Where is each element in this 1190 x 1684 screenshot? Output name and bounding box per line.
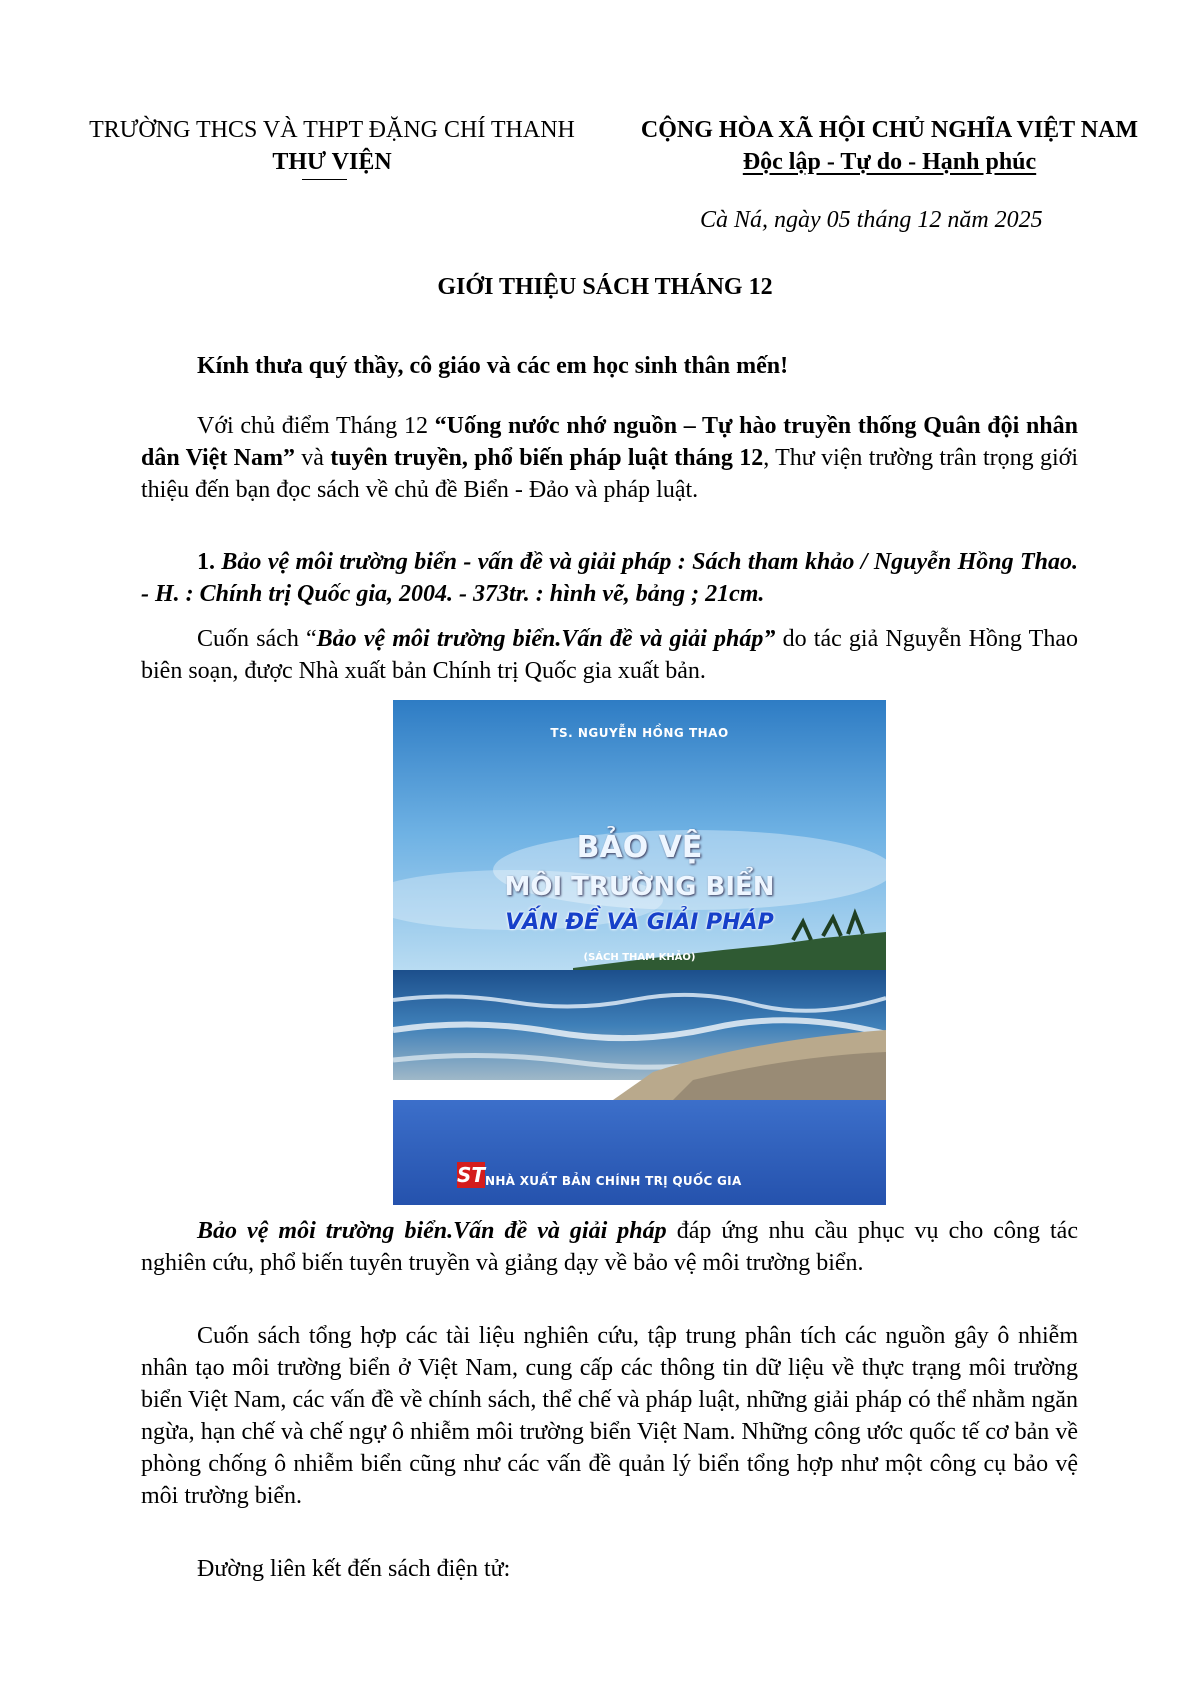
intro-theme: “Uống nước nhớ nguồn – Tự hào truyền thống Quân đội nhân dân Việt Nam” bbox=[141, 413, 1078, 471]
national-header bbox=[612, 114, 1167, 178]
ebook-link-label: Đường liên kết đến sách điện tử: bbox=[197, 1556, 511, 1582]
cover-title-line-1: BẢO VỆ bbox=[576, 830, 703, 865]
cover-note: (SÁCH THAM KHẢO) bbox=[583, 952, 696, 963]
intro-text-3: , Thư viện trường trân trọng giới thiệu đến bạn đọc sách về chủ đề Biển - Đảo và pháp luật. bbox=[141, 445, 1079, 503]
book-intro-title: Bảo vệ môi trường biển.Vấn đề và giải pháp” bbox=[316, 626, 776, 652]
country-name: CỘNG HÒA XÃ HỘI CHỦ NGHĨA VIỆT NAM bbox=[640, 117, 1139, 143]
book-description bbox=[141, 1215, 1078, 1279]
cover-publisher: NHÀ XUẤT BẢN CHÍNH TRỊ QUỐC GIA bbox=[485, 1174, 742, 1188]
library-name: THƯ VIỆN bbox=[272, 146, 391, 178]
intro-campaign: tuyên truyền, phổ biến pháp luật tháng 12 bbox=[330, 445, 764, 471]
cover-author: TS. NGUYỄN HỒNG THAO bbox=[550, 726, 729, 740]
greeting: Kính thưa quý thầy, cô giáo và các em học sinh thân mến! bbox=[197, 353, 789, 379]
cover-subtitle: VẤN ĐỀ VÀ GIẢI PHÁP bbox=[505, 910, 774, 935]
book-intro-text-1: Cuốn sách “ bbox=[197, 626, 317, 652]
book-description-text: đáp ứng nhu cầu phục vụ cho công tác nghiên cứu, phổ biến tuyên truyền và giảng dạy về bảo vệ môi trường biển. bbox=[141, 1218, 1078, 1276]
book-citation bbox=[141, 546, 1078, 610]
intro-paragraph bbox=[141, 410, 1078, 506]
cover-title-line-2: MÔI TRƯỜNG BIỂN bbox=[504, 872, 775, 902]
book-intro-paragraph bbox=[141, 623, 1078, 687]
document-title: GIỚI THIỆU SÁCH THÁNG 12 bbox=[437, 274, 773, 300]
book-citation-text: Bảo vệ môi trường biển - vấn đề và giải pháp : Sách tham khảo / Nguyễn Hồng Thao. - H. : Chính trị Quốc gia, 2004. - 373tr. : hình vẽ, bảng ; 21cm. bbox=[141, 549, 1078, 607]
date-line: Cà Ná, ngày 05 tháng 12 năm 2025 bbox=[700, 207, 1043, 233]
book-cover-image bbox=[393, 700, 886, 1205]
national-motto: Độc lập - Tự do - Hạnh phúc bbox=[742, 149, 1037, 175]
school-header bbox=[62, 114, 602, 178]
intro-text-2: và bbox=[294, 445, 331, 471]
book-summary: Cuốn sách tổng hợp các tài liệu nghiên cứu, tập trung phân tích các nguồn gây ô nhiễm nhân tạo môi trường biển ở Việt Nam, cung cấp các thông tin dữ liệu về thực trạng môi trường biển Việt Nam, các vấn đề về chính sách, thể chế và pháp luật, những giải pháp có thể nhằm ngăn ngừa, hạn chế và chế ngự ô nhiễm môi trường biển Việt Nam. Những công ước quốc tế cơ bản về phòng chống ô nhiễm biển cũng như các vấn đề quản lý biển tổng hợp như một công cụ bảo vệ môi trường biển. bbox=[141, 1323, 1078, 1509]
intro-text-1: Với chủ điểm Tháng 12 bbox=[197, 413, 435, 439]
publisher-logo: ST bbox=[457, 1163, 486, 1187]
school-name: TRƯỜNG THCS VÀ THPT ĐẶNG CHÍ THANH bbox=[89, 117, 575, 143]
book-number: 1. bbox=[197, 549, 215, 575]
book-intro-text-2: do tác giả Nguyễn Hồng Thao biên soạn, được Nhà xuất bản Chính trị Quốc gia xuất bản. bbox=[141, 626, 1078, 684]
book-description-title: Bảo vệ môi trường biển.Vấn đề và giải pháp bbox=[197, 1218, 667, 1244]
